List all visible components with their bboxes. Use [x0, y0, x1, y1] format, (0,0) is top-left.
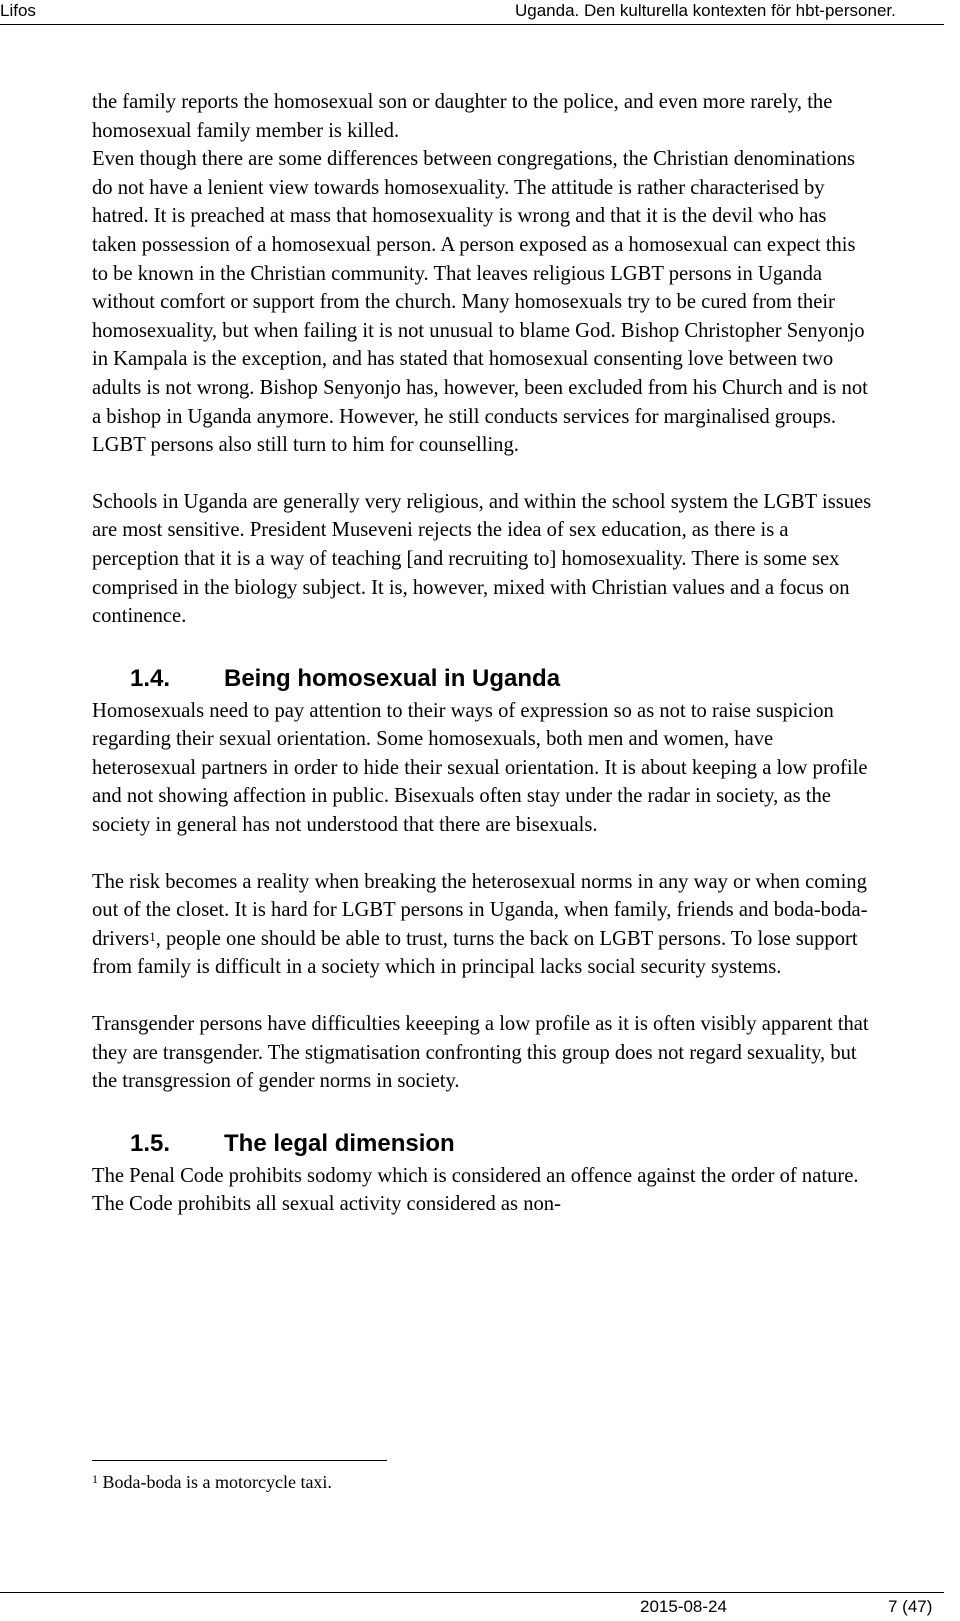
section-title: The legal dimension — [224, 1129, 455, 1157]
section-title: Being homosexual in Uganda — [224, 664, 561, 692]
paragraph-schools: Schools in Uganda are generally very religious, and within the school system the LGBT issues are most sensitive. President Museveni rejects the idea of sex education, as there is a perception that it is a way of teaching [and recruiting to] homosexuality. There is some sex comprised in the biology subject. It is, however, mixed with Christian values and a focus on continence. — [92, 490, 872, 628]
section-number: 1.4. — [130, 664, 171, 692]
page-footer — [0, 1592, 944, 1621]
footnote-text: Boda-boda is a motorcycle taxi. — [98, 1472, 332, 1492]
footnote — [92, 1470, 332, 1494]
paragraph-risk — [92, 868, 872, 982]
section-number: 1.5. — [130, 1129, 171, 1157]
page-content — [92, 88, 872, 1219]
footnote-divider — [92, 1460, 387, 1461]
header-org: Lifos — [0, 1, 36, 20]
paragraph-expression: Homosexuals need to pay attention to their ways of expression so as not to raise suspicion regarding their sexual orientation. Some homosexuals, both men and women, have heterosexual partners in order to hide their sexual orientation. It is about keeping a low profile and not showing affection in public. Bisexuals often stay under the radar in society, as the society in general has not understood that there are bisexuals. — [92, 699, 868, 837]
paragraph-transgender: Transgender persons have difficulties keeeping a low profile as it is often visibly apparent that they are transgender. The stigmatisation confronting this group does not regard sexuality, but the transgression of gender norms in society. — [92, 1013, 869, 1093]
footnote-reference[interactable]: 1 — [149, 928, 156, 944]
paragraph-family-reports: the family reports the homosexual son or daughter to the police, and even more rarely, the homosexual family member is killed. — [92, 91, 833, 142]
footer-date: 2015-08-24 — [640, 1597, 727, 1616]
paragraph-penal-code: The Penal Code prohibits sodomy which is considered an offence against the order of nature. The Code prohibits all sexual activity considered as non- — [92, 1164, 859, 1216]
footer-page-number: 7 (47) — [888, 1597, 933, 1616]
risk-text-before-note: The risk becomes a reality when breaking the heterosexual norms in any way or when coming out of the closet. It is hard for LGBT persons in Uganda, when family, friends and boda-boda-drivers — [92, 870, 868, 950]
footnote-marker: 1 — [92, 1472, 98, 1486]
section-heading-1-4 — [92, 661, 872, 697]
paragraph-christian-denominations: Even though there are some differences between congregations, the Christian denominations do not have a lenient view towards homosexuality. The attitude is rather characterised by hatred. It is preached at mass that homosexuality is wrong and that it is the devil who has taken possession of a homosexual person. A person exposed as a homosexual can expect this to be known in the Christian community. That leaves religious LGBT persons in Uganda without comfort or support from the church. Many homosexuals try to be cured from their homosexuality, but when failing it is not unusual to blame God. Bishop Christopher Senyonjo in Kampala is the exception, and has stated that homosexual consenting love between two adults is not wrong. Bishop Senyonjo has, however, been excluded from his Church and is not a bishop in Uganda anymore. However, he still conducts services for marginalised groups. LGBT persons also still turn to him for counselling. — [92, 148, 868, 457]
header-document-title: Uganda. Den kulturella kontexten för hbt-personer. — [515, 1, 896, 20]
section-heading-1-5 — [92, 1126, 872, 1162]
page-header — [0, 0, 944, 25]
risk-text-after-note: , people one should be able to trust, turns the back on LGBT persons. To lose support from family is difficult in a society which in principal lacks social security systems. — [92, 927, 858, 979]
